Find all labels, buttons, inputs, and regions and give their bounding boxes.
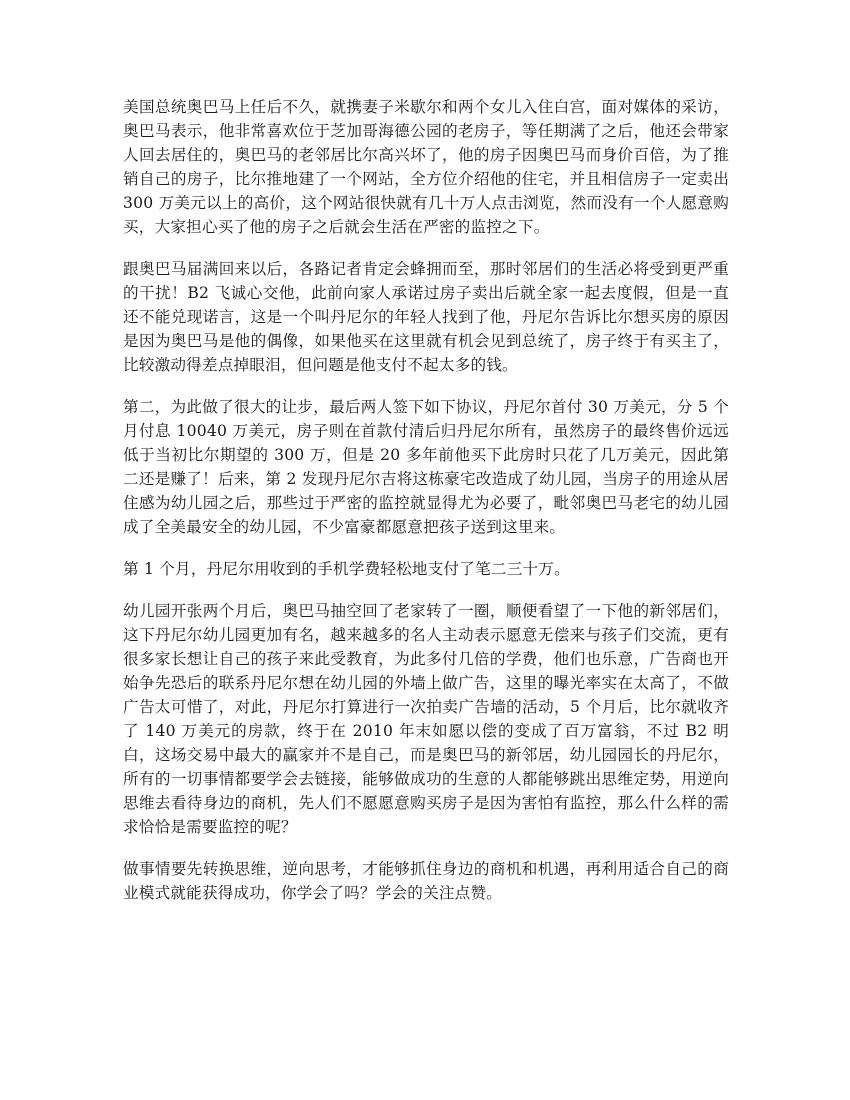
paragraph-1: 美国总统奥巴马上任后不久，就携妻子米歇尔和两个女儿入住白宫，面对媒体的采访，奥巴马表示，他非常喜欢位于芝加哥海德公园的老房子，等任期满了之后，他还会带家人回去居住的，奥巴马的老邻居比尔高兴坏了，他的房子因奥巴马而身价百倍，为了推销自己的房子，比尔推地建了一个网站，全方位介绍他的住宅，并且相信房子一定卖出 300 万美元以上的高价，这个网站很快就有几十万人点击浏览，然而没有一个人愿意购买，大家担心买了他的房子之后就会生活在严密的监控之下。: [123, 98, 729, 236]
paragraph-6: 做事情要先转换思维，逆向思考，才能够抓住身边的商机和机遇，再利用适合自己的商业模式就能获得成功，你学会了吗？学会的关注点赞。: [123, 860, 729, 902]
paragraph-3: 第二，为此做了很大的让步，最后两人签下如下协议，丹尼尔首付 30 万美元，分 5 个月付息 10040 万美元，房子则在首款付清后归丹尼尔所有，虽然房子的最终售价远远低于当初比尔期望的 300 万，但是 20 多年前他买下此房时只花了几万美元，因此第二还是赚了！后来，第 2 发现丹尼尔吉将这栋豪宅改造成了幼儿园，当房子的用途从居住感为幼儿园之后，那些过于严密的监控就显得尤为必要了，毗邻奥巴马老宅的幼儿园成了全美最安全的幼儿园，不少富豪都愿意把孩子送到这里来。: [123, 398, 729, 536]
article-body: [123, 95, 729, 923]
paragraph-2: 跟奥巴马届满回来以后，各路记者肯定会蜂拥而至，那时邻居们的生活必将受到更严重的干扰！B2 飞诚心交他，此前向家人承诺过房子卖出后就全家一起去度假，但是一直还不能兑现诺言，这是一个叫丹尼尔的年轻人找到了他，丹尼尔告诉比尔想买房的原因是因为奥巴马是他的偶像，如果他买在这里就有机会见到总统了，房子终于有买主了，比较激动得差点掉眼泪，但问题是他支付不起太多的钱。: [123, 260, 729, 374]
paragraph-5: 幼儿园开张两个月后，奥巴马抽空回了老家转了一圈，顺便看望了一下他的新邻居们，这下丹尼尔幼儿园更加有名，越来越多的名人主动表示愿意无偿来与孩子们交流，更有很多家长想让自己的孩子来此受教育，为此多付几倍的学费，他们也乐意，广告商也开始争先恐后的联系丹尼尔想在幼儿园的外墙上做广告，这里的曝光率实在太高了，不做广告太可惜了，对此，丹尼尔打算进行一次拍卖广告墙的活动，5 个月后，比尔就收齐了 140 万美元的房款，终于在 2010 年末如愿以偿的变成了百万富翁，不过 B2 明白，这场交易中最大的赢家并不是自己，而是奥巴马的新邻居，幼儿园园长的丹尼尔，所有的一切事情都要学会去链接，能够做成功的生意的人都能够跳出思维定势，用逆向思维去看待身边的商机，先人们不愿愿意购买房子是因为害怕有监控，那么什么样的需求恰恰是需要监控的呢？: [123, 602, 729, 836]
paragraph-4: 第 1 个月，丹尼尔用收到的手机学费轻松地支付了笔二三十万。: [123, 560, 570, 578]
